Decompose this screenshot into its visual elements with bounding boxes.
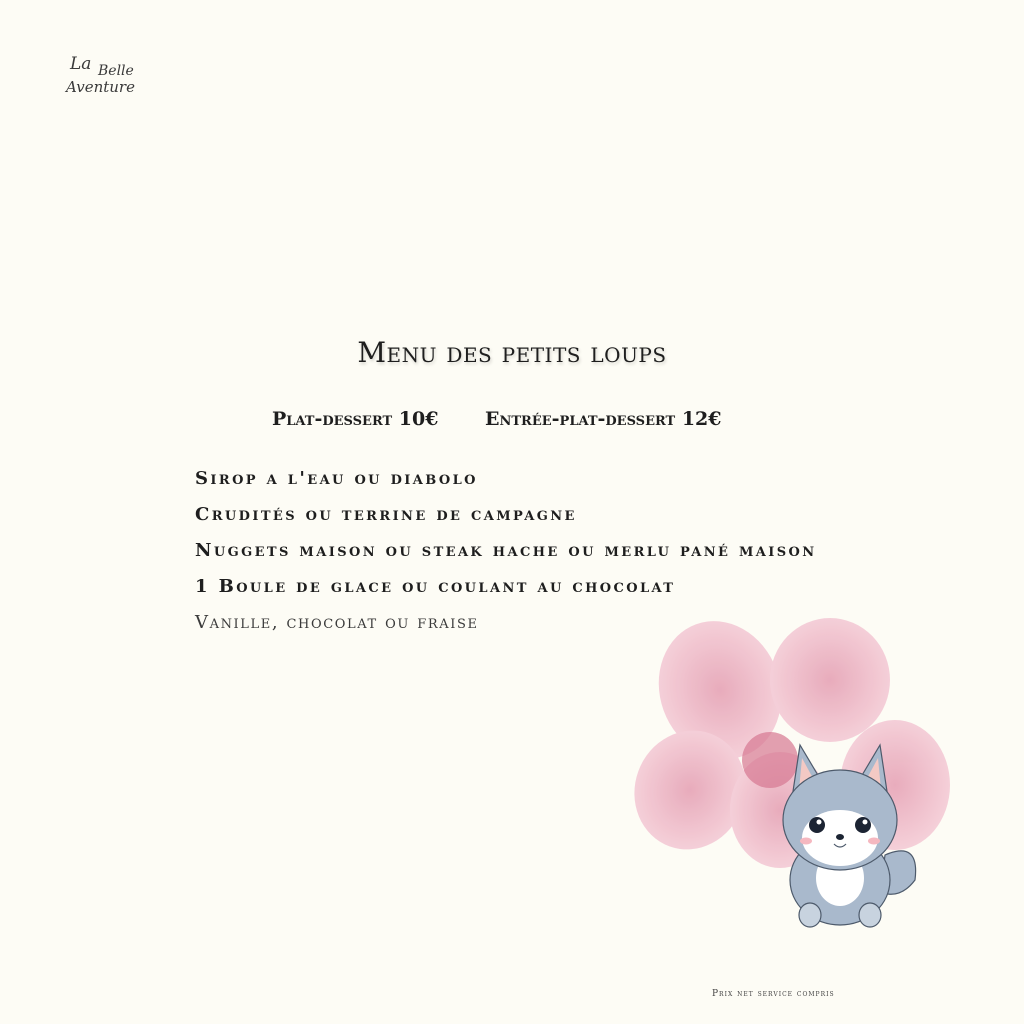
menu-item-drink: Sirop a l'eau ou diabolo <box>195 468 478 489</box>
logo-line-2: Belle <box>98 63 134 79</box>
restaurant-logo <box>62 56 142 102</box>
logo-line-3: Aventure <box>66 78 135 96</box>
flower-center <box>742 732 798 788</box>
menu-item-main: Nuggets maison ou steak hache ou merlu pané maison <box>195 540 817 561</box>
logo-line-1: La <box>70 54 92 74</box>
price-note: Prix net service compris <box>712 989 835 999</box>
formula-plat-dessert: Plat-dessert 10€ <box>272 408 439 430</box>
formula-entree-plat-dessert: Entrée-plat-dessert 12€ <box>485 408 722 430</box>
menu-title: Menu des petits loups <box>357 336 667 369</box>
menu-item-starter: Crudités ou terrine de campagne <box>195 504 577 525</box>
wolf-cub-on-pink-flower-icon <box>630 610 960 940</box>
menu-item-dessert: 1 Boule de glace ou coulant au chocolat <box>195 576 676 597</box>
menu-item-dessert-note: Vanille, chocolat ou fraise <box>195 612 479 633</box>
